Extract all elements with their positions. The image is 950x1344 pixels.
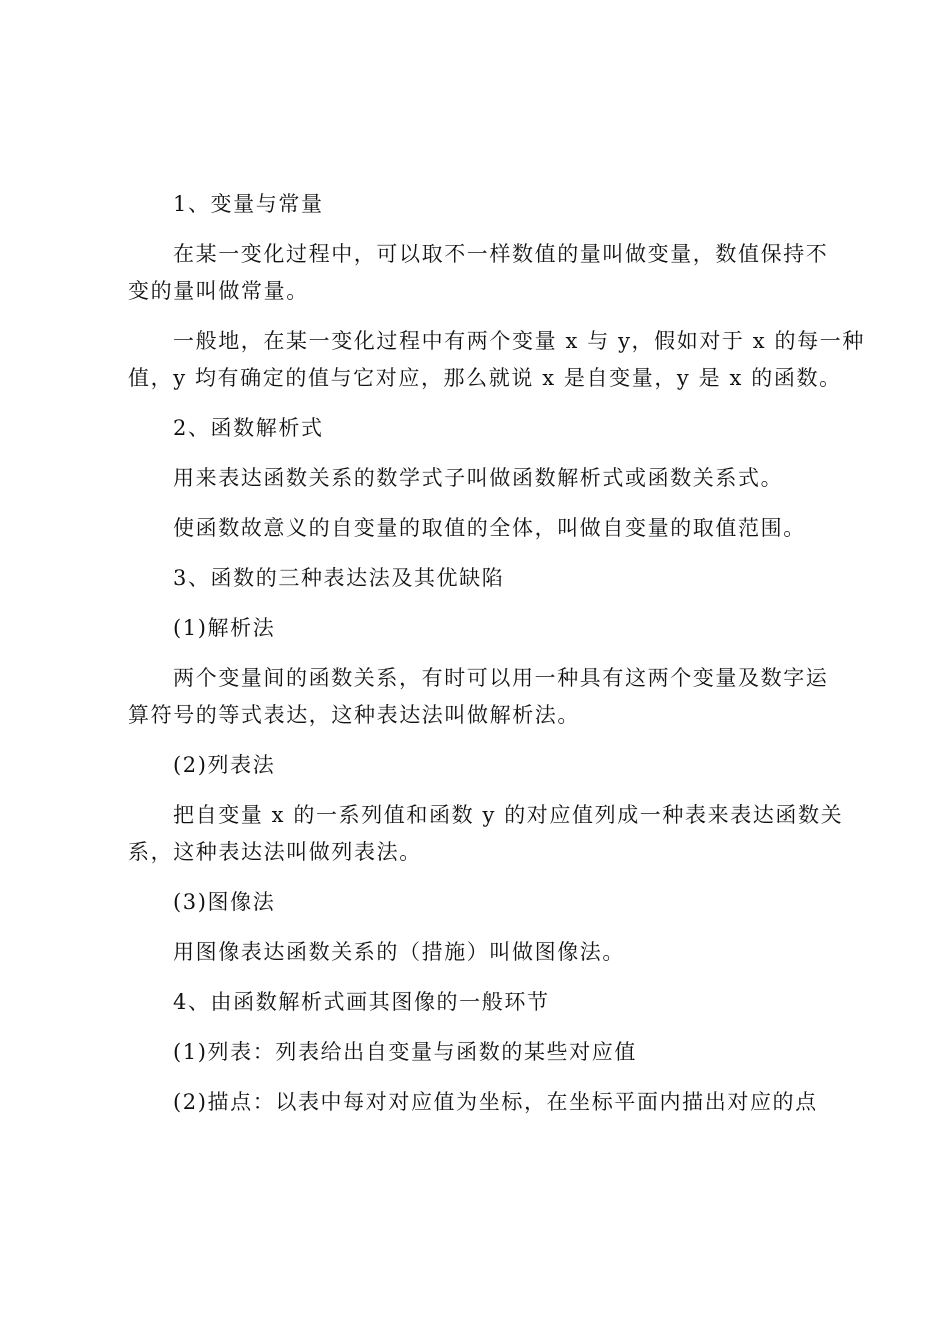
subheading-table-method: (2)列表法 <box>173 753 276 777</box>
section-heading-variables-constants: 1、变量与常量 <box>173 192 324 216</box>
section-heading-representation-methods: 3、函数的三种表达法及其优缺陷 <box>173 566 505 590</box>
paragraph-line: 用来表达函数关系的数学式子叫做函数解析式或函数关系式。 <box>173 466 784 490</box>
document-body <box>128 186 865 1121</box>
paragraph-line: 变的量叫做常量。 <box>128 279 309 303</box>
paragraph-line: 算符号的等式表达，这种表达法叫做解析法。 <box>128 703 580 727</box>
paragraph-line: 用图像表达函数关系的（措施）叫做图像法。 <box>173 940 625 964</box>
paragraph-line: 在某一变化过程中，可以取不一样数值的量叫做变量，数值保持不 <box>173 242 829 266</box>
paragraph-line: 两个变量间的函数关系，有时可以用一种具有这两个变量及数字运 <box>173 666 829 690</box>
list-item-step-plot-points: (2)描点：以表中每对对应值为坐标，在坐标平面内描出对应的点 <box>173 1090 818 1114</box>
paragraph-line: 系，这种表达法叫做列表法。 <box>128 840 422 864</box>
paragraph-line: 值，y 均有确定的值与它对应，那么就说 x 是自变量，y 是 x 的函数。 <box>128 366 842 390</box>
paragraph-line: 一般地，在某一变化过程中有两个变量 x 与 y，假如对于 x 的每一种 <box>173 329 865 353</box>
section-heading-graphing-steps: 4、由函数解析式画其图像的一般环节 <box>173 990 550 1014</box>
paragraph-line: 使函数故意义的自变量的取值的全体，叫做自变量的取值范围。 <box>173 516 806 540</box>
list-item-step-table: (1)列表：列表给出自变量与函数的某些对应值 <box>173 1040 637 1064</box>
subheading-analytic-method: (1)解析法 <box>173 616 276 640</box>
paragraph-line: 把自变量 x 的一系列值和函数 y 的对应值列成一种表来表达函数关 <box>173 803 844 827</box>
section-heading-function-expression: 2、函数解析式 <box>173 416 324 440</box>
subheading-graph-method: (3)图像法 <box>173 890 276 914</box>
